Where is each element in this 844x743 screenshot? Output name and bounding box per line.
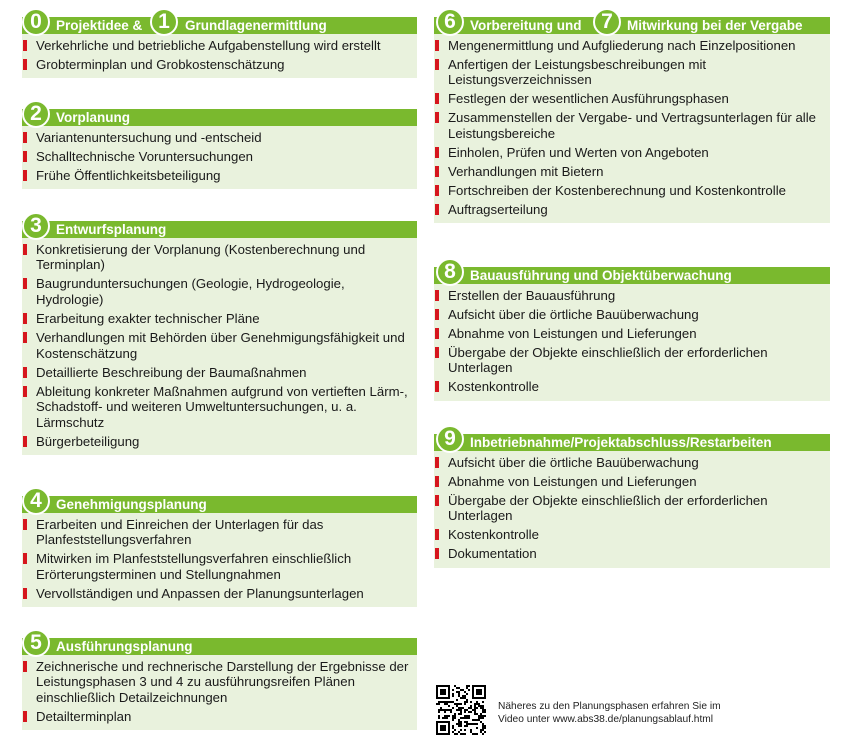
phase-number-badge: 5 — [22, 629, 50, 657]
phase-number-badge: 6 — [436, 8, 464, 36]
task-text: Schalltechnische Voruntersuchungen — [36, 148, 254, 164]
qr-code-icon[interactable] — [436, 685, 486, 735]
task-item — [434, 201, 830, 219]
task-text: Anfertigen der Leistungsbeschreibungen mit Leistungsverzeichnissen — [448, 56, 707, 88]
task-item — [22, 129, 417, 147]
red-bullet-icon — [23, 278, 27, 289]
video-footer — [434, 683, 834, 739]
task-text: Auftragserteilung — [448, 202, 548, 218]
task-item — [434, 163, 830, 181]
phase-title: Entwurfsplanung — [56, 222, 167, 237]
phase-title: Vorbereitung und — [470, 18, 582, 33]
task-item — [434, 344, 830, 377]
task-item — [434, 182, 830, 200]
task-item — [434, 378, 830, 396]
task-text: Ableitung konkreter Maßnahmen aufgrund von vertieften Lärm-, Schadstoff- und weiteren Umweltuntersuchungen, u. a. Lärmschutz — [36, 383, 408, 430]
task-text: Frühe Öffentlichkeitsbeteiligung — [36, 167, 221, 183]
red-bullet-icon — [435, 347, 439, 358]
task-item — [434, 306, 830, 324]
phase-task-list — [434, 34, 830, 223]
task-item — [434, 473, 830, 491]
task-text: Übergabe der Objekte einschließlich der erforderlichen Unterlagen — [448, 492, 768, 524]
task-text: Mitwirken im Planfeststellungsverfahren einschließlich Erörterungsterminen und Stellungnahmen — [36, 551, 352, 582]
task-text: Konkretisierung der Vorplanung (Kostenberechnung und Terminplan) — [36, 241, 366, 273]
red-bullet-icon — [435, 147, 439, 158]
phase-header — [22, 102, 417, 126]
task-text: Festlegen der wesentlichen Ausführungsphasen — [448, 91, 729, 107]
task-text: Verhandlungen mit Bietern — [448, 164, 604, 180]
red-bullet-icon — [435, 59, 439, 70]
task-item — [22, 708, 417, 726]
phase-number-badge: 7 — [593, 8, 621, 36]
phase-section — [434, 8, 830, 223]
red-bullet-icon — [435, 476, 439, 487]
phase-header — [434, 10, 830, 34]
phase-task-list — [22, 655, 417, 730]
task-text: Grobterminplan und Grobkostenschätzung — [36, 56, 285, 72]
red-bullet-icon — [435, 112, 439, 123]
task-item — [22, 275, 417, 308]
phase-header — [22, 10, 417, 34]
task-item — [434, 287, 830, 305]
red-bullet-icon — [23, 711, 27, 722]
task-text: Kostenkontrolle — [448, 527, 539, 543]
phase-section — [434, 425, 830, 568]
red-bullet-icon — [23, 170, 27, 181]
task-item — [22, 516, 417, 549]
red-bullet-icon — [23, 519, 27, 530]
red-bullet-icon — [23, 59, 27, 70]
red-bullet-icon — [23, 40, 27, 51]
task-item — [434, 56, 830, 89]
red-bullet-icon — [435, 166, 439, 177]
task-text: Abnahme von Leistungen und Lieferungen — [448, 473, 697, 489]
red-bullet-icon — [435, 204, 439, 215]
task-item — [434, 325, 830, 343]
task-text: Vervollständigen und Anpassen der Planungsunterlagen — [36, 585, 364, 601]
phase-section — [22, 8, 417, 78]
task-text: Bürgerbeteiligung — [36, 434, 140, 450]
red-bullet-icon — [23, 386, 27, 397]
task-text: Verkehrliche und betriebliche Aufgabenstellung wird erstellt — [36, 37, 381, 53]
red-bullet-icon — [23, 553, 27, 564]
task-text: Einholen, Prüfen und Werten von Angeboten — [448, 145, 709, 161]
task-text: Baugrunduntersuchungen (Geologie, Hydrogeologie, Hydrologie) — [36, 276, 345, 307]
task-item — [22, 37, 417, 55]
phase-task-list — [22, 238, 417, 455]
task-item — [434, 545, 830, 563]
phase-number-badge: 1 — [150, 8, 178, 36]
task-item — [22, 433, 417, 451]
phase-number-badge: 4 — [22, 487, 50, 515]
task-item — [22, 167, 417, 185]
task-text: Erarbeiten und Einreichen der Unterlagen für das Planfeststellungsverfahren — [36, 516, 324, 548]
task-text: Detaillierte Beschreibung der Baumaßnahmen — [36, 364, 307, 380]
video-note-line-2[interactable]: Video unter www.abs38.de/planungsablauf.html — [498, 714, 714, 725]
red-bullet-icon — [23, 151, 27, 162]
task-text: Aufsicht über die örtliche Bauüberwachung — [448, 454, 699, 470]
phase-number-badge: 3 — [22, 212, 50, 240]
task-item — [22, 329, 417, 362]
task-item — [22, 364, 417, 382]
phase-number-badge: 9 — [436, 425, 464, 453]
task-item — [434, 144, 830, 162]
task-text: Fortschreiben der Kostenberechnung und Kostenkontrolle — [448, 183, 786, 199]
task-item — [434, 492, 830, 525]
phase-section — [22, 487, 417, 607]
task-item — [434, 454, 830, 472]
phase-title: Bauausführung und Objektüberwachung — [470, 268, 732, 283]
video-note — [498, 700, 721, 726]
red-bullet-icon — [23, 588, 27, 599]
red-bullet-icon — [435, 328, 439, 339]
red-bullet-icon — [23, 661, 27, 672]
task-item — [434, 37, 830, 55]
phase-header — [22, 214, 417, 238]
video-note-line-1: Näheres zu den Planungsphasen erfahren Sie im — [498, 701, 721, 712]
red-bullet-icon — [435, 40, 439, 51]
task-text: Mengenermittlung und Aufgliederung nach Einzelpositionen — [448, 37, 796, 53]
red-bullet-icon — [435, 529, 439, 540]
phase-title: Vorplanung — [56, 110, 130, 125]
phase-section — [434, 258, 830, 401]
phase-title: Mitwirkung bei der Vergabe — [627, 18, 803, 33]
phase-section — [22, 629, 417, 730]
task-item — [434, 109, 830, 142]
phase-section — [22, 100, 417, 189]
task-text: Zeichnerische und rechnerische Darstellung der Ergebnisse der Leistungsphasen 3 und 4 zu ausführungsreifen Plänen einschließlich Detailzeichnungen — [36, 658, 409, 705]
task-item — [22, 310, 417, 328]
red-bullet-icon — [435, 290, 439, 301]
red-bullet-icon — [435, 309, 439, 320]
red-bullet-icon — [435, 457, 439, 468]
task-item — [22, 550, 417, 583]
red-bullet-icon — [435, 495, 439, 506]
task-text: Abnahme von Leistungen und Lieferungen — [448, 325, 697, 341]
phase-task-list — [434, 451, 830, 568]
phase-task-list — [434, 284, 830, 401]
phase-header — [434, 260, 830, 284]
red-bullet-icon — [23, 313, 27, 324]
phase-header — [434, 427, 830, 451]
task-text: Zusammenstellen der Vergabe- und Vertragsunterlagen für alle Leistungsbereiche — [448, 110, 816, 141]
task-item — [22, 383, 417, 432]
red-bullet-icon — [435, 548, 439, 559]
phase-number-badge: 8 — [436, 258, 464, 286]
phase-title: Grundlagenermittlung — [185, 18, 327, 33]
red-bullet-icon — [23, 367, 27, 378]
red-bullet-icon — [23, 436, 27, 447]
phase-header — [22, 489, 417, 513]
phase-task-list — [22, 126, 417, 189]
task-item — [434, 526, 830, 544]
red-bullet-icon — [23, 332, 27, 343]
phase-header — [22, 631, 417, 655]
task-text: Aufsicht über die örtliche Bauüberwachung — [448, 306, 699, 322]
phase-task-list — [22, 34, 417, 78]
task-item — [22, 241, 417, 274]
phase-number-badge: 0 — [22, 8, 50, 36]
red-bullet-icon — [435, 185, 439, 196]
phase-section — [22, 212, 417, 455]
task-text: Verhandlungen mit Behörden über Genehmigungsfähigkeit und Kostenschätzung — [36, 329, 405, 361]
task-item — [22, 148, 417, 166]
task-text: Detailterminplan — [36, 708, 132, 724]
task-text: Erstellen der Bauausführung — [448, 287, 616, 303]
phase-title: Ausführungsplanung — [56, 639, 193, 654]
task-item — [22, 56, 417, 74]
phase-title: Projektidee & — [56, 18, 143, 33]
task-text: Erarbeitung exakter technischer Pläne — [36, 310, 260, 326]
task-text: Variantenuntersuchung und -entscheid — [36, 129, 262, 145]
task-item — [22, 658, 417, 707]
red-bullet-icon — [23, 132, 27, 143]
task-item — [434, 90, 830, 108]
red-bullet-icon — [435, 381, 439, 392]
red-bullet-icon — [435, 93, 439, 104]
task-text: Kostenkontrolle — [448, 379, 539, 395]
phase-task-list — [22, 513, 417, 607]
phase-title: Inbetriebnahme/Projektabschluss/Restarbeiten — [470, 435, 772, 450]
phase-number-badge: 2 — [22, 100, 50, 128]
phase-title: Genehmigungsplanung — [56, 497, 207, 512]
red-bullet-icon — [23, 244, 27, 255]
task-text: Übergabe der Objekte einschließlich der erforderlichen Unterlagen — [448, 344, 768, 376]
task-text: Dokumentation — [448, 546, 537, 562]
task-item — [22, 585, 417, 603]
